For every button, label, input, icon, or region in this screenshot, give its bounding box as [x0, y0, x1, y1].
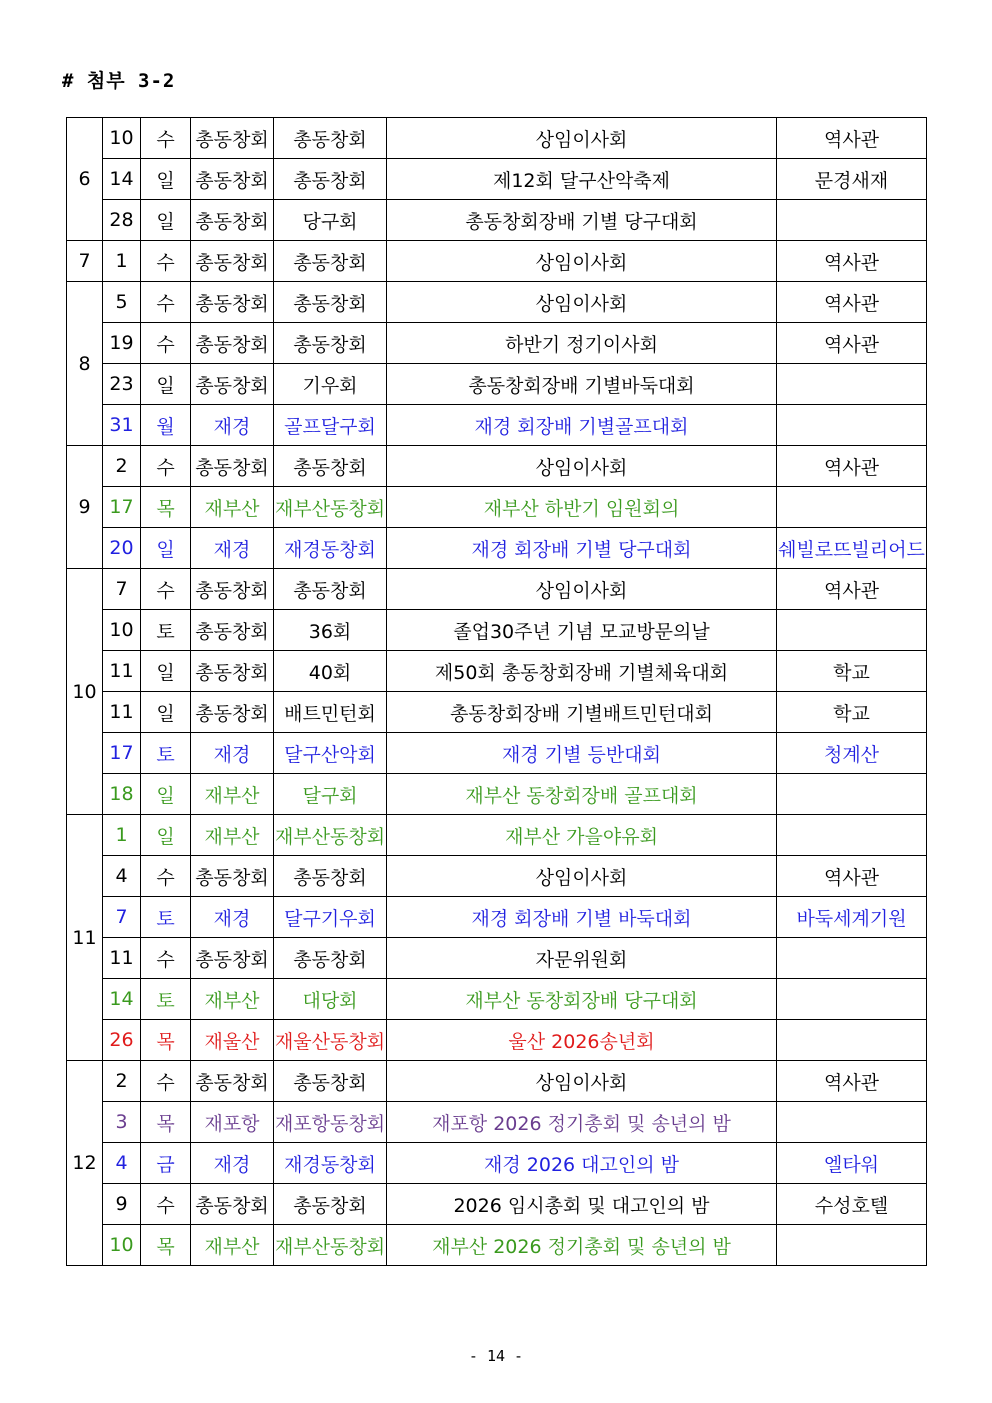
table-row: [67, 323, 927, 364]
month-cell: 8: [67, 282, 103, 446]
month-cell: 7: [67, 241, 103, 282]
table-row: [67, 569, 927, 610]
place-cell: [777, 815, 927, 856]
event-cell: 상임이사회: [387, 282, 777, 323]
day-cell: 7: [103, 897, 141, 938]
weekday-cell: 토: [141, 733, 191, 774]
place-cell: [777, 774, 927, 815]
place-cell: [777, 979, 927, 1020]
organization-cell: 재포항: [191, 1102, 274, 1143]
place-cell: [777, 610, 927, 651]
weekday-cell: 일: [141, 159, 191, 200]
organization-cell: 재경: [191, 528, 274, 569]
organization-cell: 재부산: [191, 979, 274, 1020]
organization-cell: 총동창회: [191, 282, 274, 323]
organization-cell: 총동창회: [191, 692, 274, 733]
table-row: [67, 282, 927, 323]
event-cell: 재부산 2026 정기총회 및 송년의 밤: [387, 1225, 777, 1266]
place-cell: 학교: [777, 651, 927, 692]
weekday-cell: 목: [141, 1020, 191, 1061]
place-cell: 엘타워: [777, 1143, 927, 1184]
weekday-cell: 토: [141, 979, 191, 1020]
organization-cell: 총동창회: [191, 569, 274, 610]
weekday-cell: 일: [141, 692, 191, 733]
host-cell: 배트민턴회: [274, 692, 387, 733]
day-cell: 14: [103, 979, 141, 1020]
organization-cell: 총동창회: [191, 241, 274, 282]
event-cell: 하반기 정기이사회: [387, 323, 777, 364]
organization-cell: 총동창회: [191, 651, 274, 692]
place-cell: 역사관: [777, 241, 927, 282]
day-cell: 3: [103, 1102, 141, 1143]
place-cell: [777, 405, 927, 446]
month-cell: 6: [67, 118, 103, 241]
host-cell: 총동창회: [274, 282, 387, 323]
place-cell: 역사관: [777, 856, 927, 897]
weekday-cell: 수: [141, 118, 191, 159]
host-cell: 총동창회: [274, 569, 387, 610]
place-cell: [777, 200, 927, 241]
organization-cell: 총동창회: [191, 200, 274, 241]
table-row: [67, 487, 927, 528]
event-cell: 상임이사회: [387, 569, 777, 610]
host-cell: 40회: [274, 651, 387, 692]
event-cell: 총동창회장배 기별배트민턴대회: [387, 692, 777, 733]
event-cell: 상임이사회: [387, 856, 777, 897]
table-row: [67, 897, 927, 938]
organization-cell: 총동창회: [191, 364, 274, 405]
table-row: [67, 815, 927, 856]
day-cell: 18: [103, 774, 141, 815]
place-cell: [777, 1225, 927, 1266]
weekday-cell: 월: [141, 405, 191, 446]
host-cell: 재포항동창회: [274, 1102, 387, 1143]
weekday-cell: 수: [141, 938, 191, 979]
day-cell: 10: [103, 118, 141, 159]
table-row: [67, 1020, 927, 1061]
event-cell: 재포항 2026 정기총회 및 송년의 밤: [387, 1102, 777, 1143]
table-row: [67, 979, 927, 1020]
place-cell: 바둑세계기원: [777, 897, 927, 938]
place-cell: 역사관: [777, 569, 927, 610]
event-cell: 졸업30주년 기념 모교방문의날: [387, 610, 777, 651]
weekday-cell: 수: [141, 856, 191, 897]
day-cell: 10: [103, 610, 141, 651]
event-cell: 자문위원회: [387, 938, 777, 979]
host-cell: 당구회: [274, 200, 387, 241]
weekday-cell: 목: [141, 1225, 191, 1266]
weekday-cell: 수: [141, 1061, 191, 1102]
host-cell: 재부산동창회: [274, 815, 387, 856]
place-cell: [777, 1102, 927, 1143]
day-cell: 11: [103, 938, 141, 979]
weekday-cell: 토: [141, 897, 191, 938]
event-cell: 제12회 달구산악축제: [387, 159, 777, 200]
organization-cell: 재부산: [191, 774, 274, 815]
place-cell: 역사관: [777, 323, 927, 364]
event-cell: 상임이사회: [387, 118, 777, 159]
host-cell: 골프달구회: [274, 405, 387, 446]
weekday-cell: 금: [141, 1143, 191, 1184]
day-cell: 20: [103, 528, 141, 569]
event-cell: 재경 회장배 기별골프대회: [387, 405, 777, 446]
weekday-cell: 일: [141, 815, 191, 856]
event-cell: 재부산 가을야유회: [387, 815, 777, 856]
place-cell: 역사관: [777, 446, 927, 487]
host-cell: 총동창회: [274, 1061, 387, 1102]
day-cell: 11: [103, 651, 141, 692]
event-cell: 울산 2026송년회: [387, 1020, 777, 1061]
host-cell: 총동창회: [274, 159, 387, 200]
organization-cell: 재경: [191, 897, 274, 938]
table-row: [67, 159, 927, 200]
event-cell: 재경 회장배 기별 당구대회: [387, 528, 777, 569]
event-cell: 재부산 동창회장배 당구대회: [387, 979, 777, 1020]
day-cell: 1: [103, 241, 141, 282]
event-cell: 재부산 하반기 임원회의: [387, 487, 777, 528]
organization-cell: 총동창회: [191, 856, 274, 897]
day-cell: 7: [103, 569, 141, 610]
organization-cell: 총동창회: [191, 159, 274, 200]
host-cell: 총동창회: [274, 323, 387, 364]
weekday-cell: 일: [141, 651, 191, 692]
table-row: [67, 1102, 927, 1143]
host-cell: 재경동창회: [274, 1143, 387, 1184]
organization-cell: 총동창회: [191, 446, 274, 487]
host-cell: 총동창회: [274, 938, 387, 979]
place-cell: [777, 487, 927, 528]
event-cell: 재경 회장배 기별 바둑대회: [387, 897, 777, 938]
event-cell: 총동창회장배 기별 당구대회: [387, 200, 777, 241]
table-row: [67, 241, 927, 282]
table-row: [67, 938, 927, 979]
day-cell: 17: [103, 733, 141, 774]
table-row: [67, 200, 927, 241]
event-cell: 총동창회장배 기별바둑대회: [387, 364, 777, 405]
host-cell: 대당회: [274, 979, 387, 1020]
host-cell: 재부산동창회: [274, 487, 387, 528]
place-cell: 쉐빌로뜨빌리어드: [777, 528, 927, 569]
table-row: [67, 856, 927, 897]
host-cell: 기우회: [274, 364, 387, 405]
organization-cell: 총동창회: [191, 610, 274, 651]
organization-cell: 총동창회: [191, 323, 274, 364]
organization-cell: 재부산: [191, 487, 274, 528]
weekday-cell: 일: [141, 774, 191, 815]
organization-cell: 총동창회: [191, 1061, 274, 1102]
event-cell: 2026 임시총회 및 대고인의 밤: [387, 1184, 777, 1225]
table-row: [67, 692, 927, 733]
month-cell: 10: [67, 569, 103, 815]
place-cell: 청계산: [777, 733, 927, 774]
weekday-cell: 일: [141, 200, 191, 241]
host-cell: 달구회: [274, 774, 387, 815]
organization-cell: 재경: [191, 733, 274, 774]
event-cell: 상임이사회: [387, 446, 777, 487]
weekday-cell: 수: [141, 569, 191, 610]
place-cell: 역사관: [777, 282, 927, 323]
weekday-cell: 일: [141, 364, 191, 405]
event-cell: 재경 기별 등반대회: [387, 733, 777, 774]
host-cell: 재울산동창회: [274, 1020, 387, 1061]
weekday-cell: 목: [141, 1102, 191, 1143]
weekday-cell: 수: [141, 323, 191, 364]
event-cell: 상임이사회: [387, 241, 777, 282]
table-row: [67, 774, 927, 815]
table-row: [67, 446, 927, 487]
table-row: [67, 1061, 927, 1102]
table-row: [67, 118, 927, 159]
table-row: [67, 1184, 927, 1225]
event-cell: 상임이사회: [387, 1061, 777, 1102]
schedule-body: [67, 118, 927, 1266]
host-cell: 총동창회: [274, 1184, 387, 1225]
table-row: [67, 528, 927, 569]
attachment-heading: # 첨부 3-2: [62, 70, 176, 92]
place-cell: 문경새재: [777, 159, 927, 200]
month-cell: 11: [67, 815, 103, 1061]
day-cell: 23: [103, 364, 141, 405]
day-cell: 10: [103, 1225, 141, 1266]
organization-cell: 재경: [191, 405, 274, 446]
organization-cell: 재부산: [191, 815, 274, 856]
day-cell: 2: [103, 1061, 141, 1102]
month-cell: 9: [67, 446, 103, 569]
weekday-cell: 수: [141, 1184, 191, 1225]
weekday-cell: 목: [141, 487, 191, 528]
day-cell: 1: [103, 815, 141, 856]
weekday-cell: 토: [141, 610, 191, 651]
day-cell: 11: [103, 692, 141, 733]
page-number: - 14 -: [468, 1347, 524, 1365]
schedule-table: [66, 117, 927, 1266]
place-cell: [777, 364, 927, 405]
day-cell: 31: [103, 405, 141, 446]
day-cell: 17: [103, 487, 141, 528]
host-cell: 재경동창회: [274, 528, 387, 569]
place-cell: 학교: [777, 692, 927, 733]
weekday-cell: 일: [141, 528, 191, 569]
weekday-cell: 수: [141, 241, 191, 282]
place-cell: [777, 1020, 927, 1061]
host-cell: 달구기우회: [274, 897, 387, 938]
host-cell: 재부산동창회: [274, 1225, 387, 1266]
place-cell: 수성호텔: [777, 1184, 927, 1225]
weekday-cell: 수: [141, 282, 191, 323]
month-cell: 12: [67, 1061, 103, 1266]
organization-cell: 총동창회: [191, 1184, 274, 1225]
table-row: [67, 405, 927, 446]
event-cell: 제50회 총동창회장배 기별체육대회: [387, 651, 777, 692]
host-cell: 총동창회: [274, 118, 387, 159]
day-cell: 5: [103, 282, 141, 323]
place-cell: 역사관: [777, 118, 927, 159]
day-cell: 4: [103, 856, 141, 897]
day-cell: 14: [103, 159, 141, 200]
day-cell: 4: [103, 1143, 141, 1184]
host-cell: 36회: [274, 610, 387, 651]
day-cell: 19: [103, 323, 141, 364]
weekday-cell: 수: [141, 446, 191, 487]
table-row: [67, 651, 927, 692]
organization-cell: 총동창회: [191, 118, 274, 159]
organization-cell: 재부산: [191, 1225, 274, 1266]
event-cell: 재경 2026 대고인의 밤: [387, 1143, 777, 1184]
table-row: [67, 1225, 927, 1266]
table-row: [67, 610, 927, 651]
table-row: [67, 1143, 927, 1184]
table-row: [67, 364, 927, 405]
place-cell: 역사관: [777, 1061, 927, 1102]
organization-cell: 재울산: [191, 1020, 274, 1061]
place-cell: [777, 938, 927, 979]
organization-cell: 총동창회: [191, 938, 274, 979]
event-cell: 재부산 동창회장배 골프대회: [387, 774, 777, 815]
organization-cell: 재경: [191, 1143, 274, 1184]
host-cell: 달구산악회: [274, 733, 387, 774]
host-cell: 총동창회: [274, 241, 387, 282]
day-cell: 9: [103, 1184, 141, 1225]
day-cell: 28: [103, 200, 141, 241]
day-cell: 26: [103, 1020, 141, 1061]
host-cell: 총동창회: [274, 446, 387, 487]
host-cell: 총동창회: [274, 856, 387, 897]
day-cell: 2: [103, 446, 141, 487]
table-row: [67, 733, 927, 774]
